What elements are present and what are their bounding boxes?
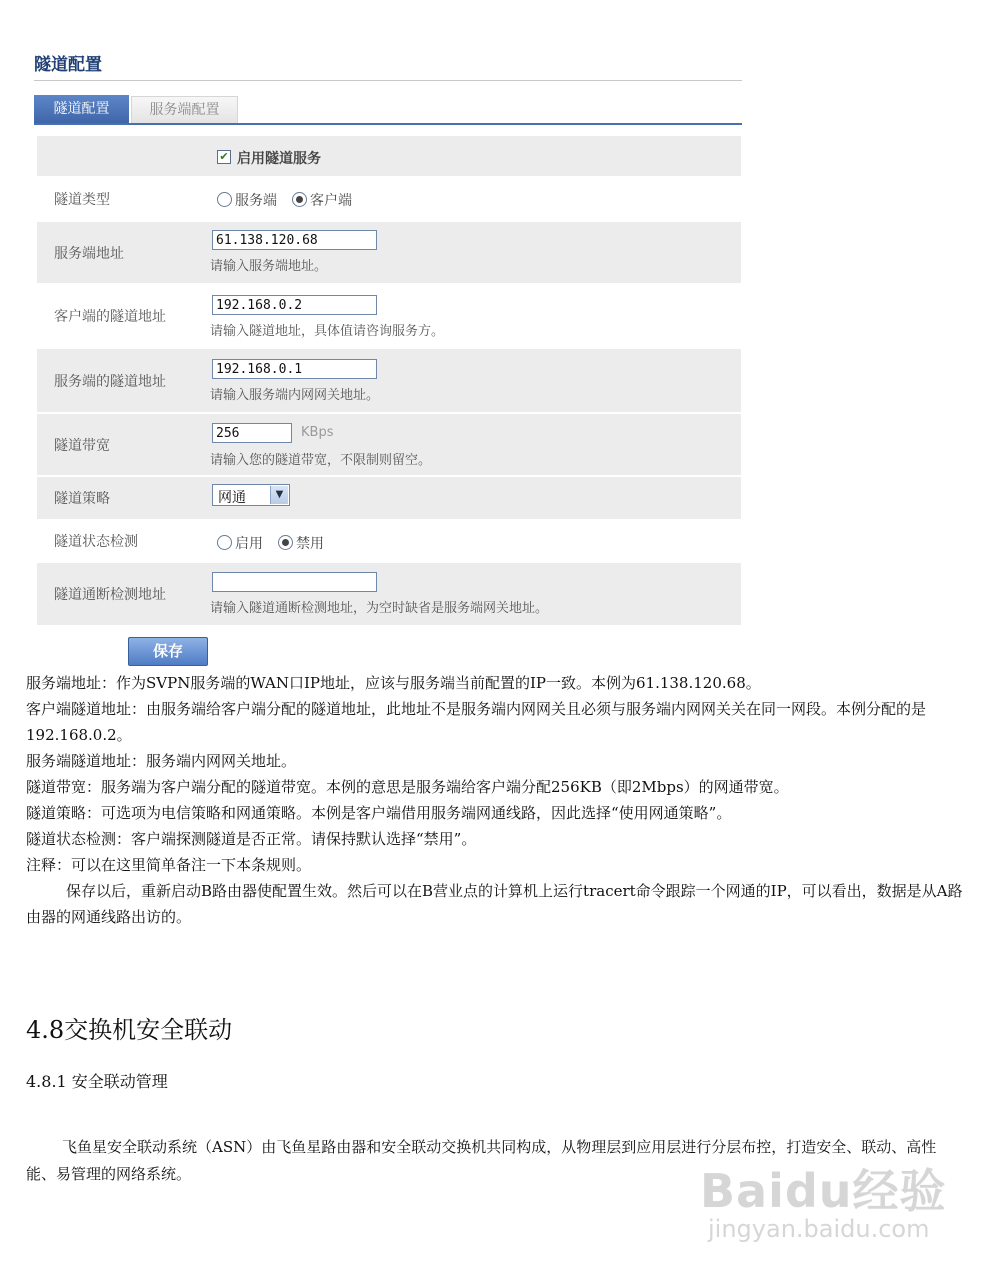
doc-line: 客户端隧道地址：由服务端给客户端分配的隧道地址，此地址不是服务端内网网关且必须与服务端内网网关关在同一网段。本例分配的是192.168.0.2。 (26, 700, 927, 744)
enable-row (37, 136, 741, 176)
server-address-row (37, 222, 741, 283)
tunnel-type-row (37, 178, 741, 220)
radio-disable-check-label: 禁用 (296, 536, 324, 552)
client-tunnel-address-input[interactable]: 192.168.0.2 (212, 295, 377, 315)
doc-line: 隧道策略：可选项为电信策略和网通策略。本例是客户端借用服务端网通线路，因此选择“使用网通策略”。 (26, 804, 732, 822)
check-address-input[interactable] (212, 572, 377, 592)
watermark-url: jingyan.baidu.com (708, 1215, 930, 1243)
title-divider (34, 80, 742, 81)
doc-paragraph: 保存以后，重新启动B路由器使配置生效。然后可以在B营业点的计算机上运行tracert命令跟踪一个网通的IP，可以看出，数据是从A路由器的网通线路出访的。 (26, 882, 963, 926)
tab-bar (34, 95, 742, 125)
chevron-down-icon[interactable]: ▼ (270, 486, 288, 504)
policy-select-value: 网通 (218, 490, 246, 506)
save-button[interactable]: 保存 (128, 637, 208, 666)
client-tunnel-address-label: 客户端的隧道地址 (54, 309, 166, 325)
check-address-hint: 请输入隧道通断检测地址，为空时缺省是服务端网关地址。 (210, 601, 549, 616)
enable-tunnel-checkbox[interactable]: ✔ (217, 150, 231, 164)
check-address-row (37, 563, 741, 625)
bandwidth-input[interactable]: 256 (212, 423, 292, 443)
server-tunnel-address-row (37, 349, 741, 412)
radio-server[interactable] (217, 192, 232, 207)
status-check-label: 隧道状态检测 (54, 534, 138, 550)
doc-line: 隧道带宽：服务端为客户端分配的隧道带宽。本例的意思是服务端给客户端分配256KB（即2Mbps）的网通带宽。 (26, 778, 789, 796)
policy-select[interactable] (212, 484, 290, 506)
explanation-text (26, 670, 966, 930)
doc-line: 服务端地址：作为SVPN服务端的WAN口IP地址，应该与服务端当前配置的IP一致。本例为61.138.120.68。 (26, 674, 761, 692)
radio-client[interactable] (292, 192, 307, 207)
watermark (700, 1155, 947, 1243)
policy-label: 隧道策略 (37, 477, 206, 519)
server-address-hint: 请输入服务端地址。 (210, 259, 328, 274)
client-tunnel-address-row (37, 285, 741, 347)
tab-server-config[interactable]: 服务端配置 (131, 96, 238, 123)
tab-tunnel-config[interactable]: 隧道配置 (34, 95, 129, 123)
radio-enable-check-label: 启用 (235, 536, 263, 552)
doc-line: 服务端隧道地址：服务端内网网关地址。 (26, 752, 297, 770)
enable-row-label (37, 136, 206, 176)
panel-title: 隧道配置 (34, 55, 102, 75)
server-address-input[interactable]: 61.138.120.68 (212, 230, 377, 250)
watermark-brand: Baidu经验 (700, 1164, 947, 1218)
section-paragraph: 飞鱼星安全联动系统（ASN）由飞鱼星路由器和安全联动交换机共同构成，从物理层到应用层进行分层布控，打造安全、联动、高性能、易管理的网络系统。 (26, 1138, 937, 1183)
doc-line: 注释：可以在这里简单备注一下本条规则。 (26, 856, 312, 874)
section-heading: 4.8交换机安全联动 (26, 1016, 233, 1044)
enable-tunnel-label: 启用隧道服务 (237, 151, 321, 167)
tunnel-type-label: 隧道类型 (54, 192, 110, 208)
radio-enable-check[interactable] (217, 535, 232, 550)
radio-client-label: 客户端 (310, 193, 352, 209)
radio-server-label: 服务端 (235, 193, 277, 209)
server-tunnel-address-hint: 请输入服务端内网网关地址。 (210, 388, 380, 403)
doc-line: 隧道状态检测：客户端探测隧道是否正常。请保持默认选择“禁用”。 (26, 830, 477, 848)
bandwidth-row (37, 414, 741, 475)
server-tunnel-address-label: 服务端的隧道地址 (37, 349, 206, 412)
server-address-label: 服务端地址 (37, 222, 206, 283)
bandwidth-unit: KBps (301, 425, 334, 440)
radio-disable-check[interactable] (278, 535, 293, 550)
subsection-heading: 4.8.1 安全联动管理 (26, 1072, 168, 1091)
client-tunnel-address-hint: 请输入隧道地址，具体值请咨询服务方。 (210, 324, 445, 339)
status-check-row (37, 521, 741, 561)
check-address-label: 隧道通断检测地址 (37, 563, 206, 625)
bandwidth-label: 隧道带宽 (37, 414, 206, 475)
server-tunnel-address-input[interactable]: 192.168.0.1 (212, 359, 377, 379)
policy-row (37, 477, 741, 519)
bandwidth-hint: 请输入您的隧道带宽，不限制则留空。 (210, 453, 432, 468)
